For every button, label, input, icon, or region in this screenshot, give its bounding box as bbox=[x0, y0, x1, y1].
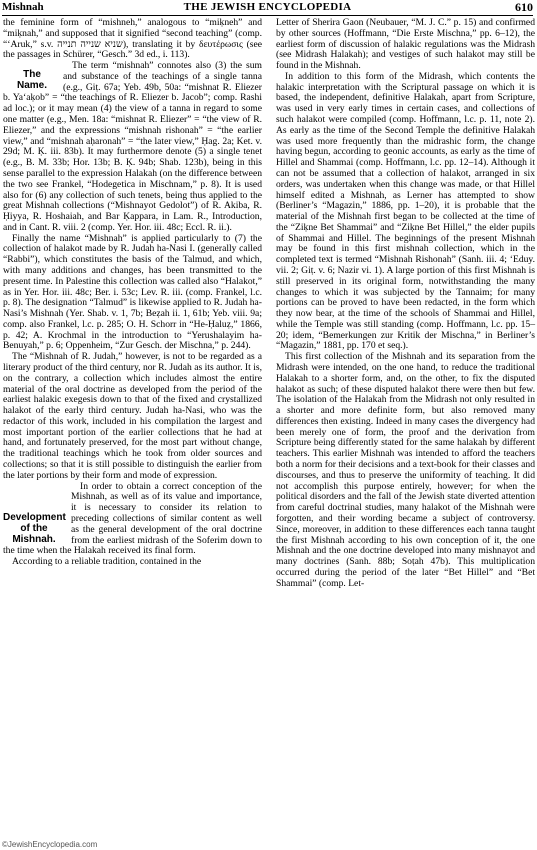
paragraph: The “Mishnah of R. Judah,” however, is not to be regarded as a literary product of the third century, nor R. Judah as its author. It is, on the contrary, a collection which includes almost the entire material of the oral doctrine as developed from the period of the earliest halakic exegesis down to that of the fixed and crystallized halakot of the early third century. Judah ha-Nasi, who was the redactor of this work, included in his compilation the largest and most important portion of the earlier collections that he had at hand, and fortunately preserved, for the most part without change, the traditional teachings which he took from older sources and collections; so that it is still possible to distinguish the earlier from the later portions by their form and mode of expression. bbox=[3, 351, 262, 481]
paragraph: In addition to this form of the Midrash, which contents the halakic interpretation with the Scriptural passage on which it is based, the independent, definitive Halakah, apart from Scripture, was used in very early times in certain cases, and collections of such halakot were compiled (comp. Hoffmann, l.c. p. 11, note 2). As early as the time of the Second Temple the definitive Halakah was used more frequently than the midrashic form, the change having begun, according to geonic accounts, as early as the time of Hillel and Shammai (comp. Hoffmann, l.c. pp. 12–14). Although it can not be assumed that a collection of halakot, arranged in six orders, was undertaken when this change was made, or that Hillel himself edited a Mishnah, as Lerner has attempted to show (Berliner’s “Magazin,” 1886, pp. 1–20), it is probable that the material of the Mishnah first began to be collected at the time of the “Ziḳne Bet Shammai” and “Ziḳne Bet Hillel,” the elder pupils of Shammai and Hillel. The beginnings of the present Mishnah may be found in this first mishnah collection, which in the completed text is termed “Mishnah Rishonah” (Sanh. iii. 4; ‘Eduy. vii. 2; Giṭ. v. 6; Nazir vi. 1). A large portion of this first Mishnah is still preserved in its original form, notwithstanding the many changes to which it was subjected by the Tannaim; for many portions can be proved to have been redacted, in the form which they now bear, at the time of the schools of Shammai and Hillel, while the Temple was still standing (comp. Hoffmann, l.c. pp. 15–20; idem, “Bemerkungen zur Kritik der Mischna,” in Berliner’s “Magazin,” 1881, pp. 170 et seq.). bbox=[276, 70, 535, 352]
paragraph: This first collection of the Mishnah and its separation from the Midrash were intended, on the one hand, to reduce the traditional Halakah to a shorter form, and, on the other, to fix the disputed halakot as such; of these disputed halakot there were then but few. The isolation of the Halakah from the Midrash not only resulted in a shorter and more definite form, but also removed many differences then existing. Indeed in many cases the divergency had been merely one of form, the proof and the derivation from Scripture being differently stated for the same halakah by different teachers. This earlier Mishnah was intended to afford the teachers both a norm for their decisions and a text-book for their classes and discourses, and thus to preserve the uniformity of teaching. It did not accomplish this purpose entirely, however; for when the political disorders and the fall of the Jewish state diverted attention from careful doctrinal studies, many halakot of the Mishnah were forgotten, and their wording became a subject of controversy. Since, moreover, in addition to these differences each tanna taught the first Mishnah according to his own conception of it, the one Mishnah and the one doctrine developed into many mishnayot and many doctrines (Sanh. 88b; Soṭah 47b). This multiplication occurred during the period of the later “Bet Hillel” and “Bet Shammai” (comp. Let- bbox=[276, 351, 535, 589]
header-encyclopedia-title: THE JEWISH ENCYCLOPEDIA bbox=[183, 1, 352, 13]
paragraph: According to a reliable tradition, contained in the bbox=[12, 556, 202, 568]
header-rule bbox=[2, 15, 533, 16]
header-page-number: 610 bbox=[515, 0, 533, 14]
header-article-title: Mishnah bbox=[2, 1, 44, 13]
paragraph: In order to obtain a correct conception of the Mishnah, as well as of its value and importance, it is necessary to consider its relation to preceding collections of similar content as well as the general development of the oral doctrine from the earliest midrash of the Soferim down to the time when the Halakah received its final form. bbox=[3, 480, 262, 557]
paragraph: The term “mishnah” connotes also (3) the sum and substance of the teachings of a single tanna (e.g., Giṭ. 67a; Yeb. 49b, 50a: “mishnat R. Eliezer b. Ya‘aḳob” = “the teachings of R. Eliezer b. Jacob”; comp. Rashi ad loc.); or it may mean (4) the view of a tanna in regard to some one matter (e.g., Men. 18a: “mishnat R. Eliezer” = “the view of R. Eliezer,” and the expressions “mishnah rishonah” = “the earlier view,” and “mishnah aḥaronah” = “the later view,” Ḥag. 2a; Ket. v. 29d; M. Ḳ. iii. 83b). It may furthermore denote (5) a single tenet (e.g., B. M. 33b; Hor. 13b; B. Ḳ. 94b; Shab. 123b), being in this sense parallel to the expression Halakah (on the difference between the two see Frankel, “Hodegetica in Mischnam,” p. 8). It is used also for (6) any collection of such tenets, being thus applied to the great Mishnah collections (“Mishnayot Gedolot”) of R. Akiba, R. Ḥiyya, R. Hoshaiah, and Bar Ḳappara, in Lam. R., Introduction, and in Cant. R. viii. 2 (comp. Yer. Hor. iii. 48c; Eccl. R. ii.). bbox=[3, 60, 262, 233]
paragraph: Letter of Sherira Gaon (Neubauer, “M. J. C.” p. 15) and confirmed by other sources (Hoffmann, “Die Erste Mischna,” pp. 6–12), the earliest form of discussion of halakic regulations was the Midrash (see Midrash Halakah); and vestiges of such halakot may still be found in the Mishnah. bbox=[276, 17, 535, 72]
page-header bbox=[2, 0, 533, 14]
sidenote-development: Development of the Mishnah. bbox=[3, 511, 66, 545]
paragraph: Finally the name “Mishnah” is applied particularly to (7) the collection of halakot made by R. Judah ha-Nasi I. (generally called “Rabbi”), which constitutes the basis of the Talmud, and which, with many additions and changes, has been transmitted to the present time. In Palestine this collection was called also “Halakot,” as in Yer. Hor. iii. 48c; Ber. i. 53c; Lev. R. iii. (comp. Frankel, l.c. p. 8). The designation “Talmud” is likewise applied to R. Judah ha-Nasi’s Mishnah (Yer. Shab. v. 1, 7b; Beẓah ii. 1, 61b; Yeb. viii. 9a; comp. also Frankel, l.c. p. 285; O. H. Schorr in “He-Ḥaluẓ,” 1866, p. 42; A. Krochmal in the introduction to “Yerushalayim ha-Benuyah,” p. 6; Oppenheim, “Zur Gesch. der Mischna,” p. 244). bbox=[3, 232, 262, 352]
copyright-footer: ©JewishEncyclopedia.com bbox=[2, 840, 98, 849]
paragraph: the feminine form of “mishneh,” analogous to “miḳneh” and “miḳnah,” and supposed that it signified “second teaching” (comp. “‘Aruk,” s.v. שניא שנייה תנייה‏), translating it by δευτέρωσις (see the passages in Schürer, “Gesch.” 3d ed., i. 113). bbox=[3, 17, 263, 61]
column-right bbox=[276, 18, 535, 589]
column-left bbox=[3, 18, 262, 568]
sidenote-the-name: The Name. bbox=[16, 69, 47, 92]
